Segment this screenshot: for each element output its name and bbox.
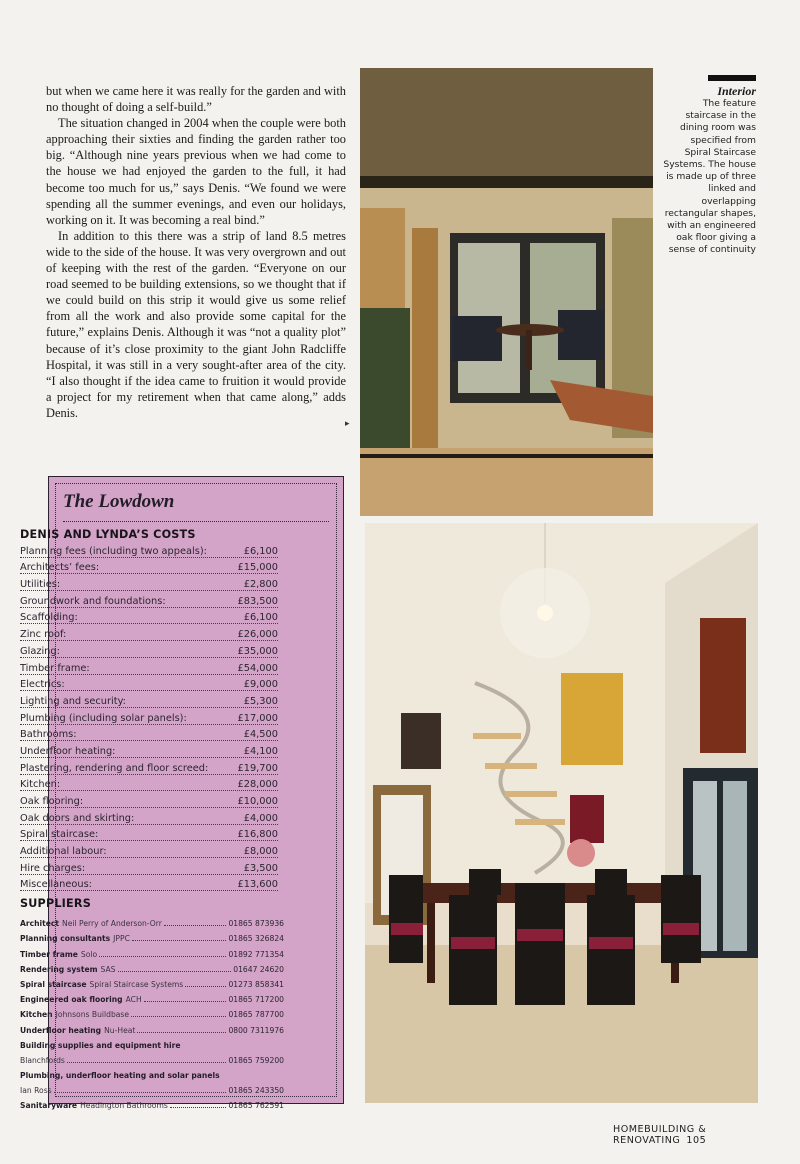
cost-value: £16,800 — [237, 829, 278, 841]
cost-row — [20, 591, 278, 608]
cost-row — [20, 858, 278, 875]
supplier-row — [20, 943, 284, 958]
cost-label: Oak doors and skirting: — [20, 812, 135, 824]
leader-dots — [67, 1061, 227, 1063]
supplier-row — [20, 959, 284, 974]
leader-dots — [144, 1000, 227, 1002]
supplier-role: Sanitaryware — [20, 1101, 78, 1111]
supplier-name: Ian Ross — [20, 1086, 52, 1096]
supplier-row — [20, 1065, 284, 1080]
cost-value: £8,000 — [243, 846, 278, 858]
interior-photo-dining-room — [365, 523, 758, 1103]
cost-row — [20, 541, 278, 558]
cost-label: Oak flooring: — [20, 796, 84, 807]
page-footer — [613, 1124, 800, 1146]
supplier-phone: 01865 787700 — [228, 1010, 284, 1020]
supplier-row — [20, 913, 284, 928]
supplier-phone: 01273 858341 — [228, 979, 284, 989]
article-body — [46, 83, 346, 421]
cost-label: Timber frame: — [20, 662, 90, 674]
supplier-name: Johnsons Buildbase — [55, 1010, 130, 1020]
leader-dots — [164, 924, 227, 926]
supplier-role: Plumbing, underfloor heating and solar panels — [20, 1071, 220, 1081]
cost-value: £3,500 — [243, 862, 278, 874]
supplier-role: Rendering system — [20, 964, 98, 974]
supplier-row — [20, 1080, 284, 1095]
supplier-row — [20, 1019, 284, 1034]
article-paragraph: but when we came here it was really for the garden and with no thought of doing a self-build.” — [46, 84, 346, 115]
cost-row — [20, 641, 278, 658]
cost-label: Lighting and security: — [20, 695, 126, 707]
costs-list — [20, 541, 278, 891]
cost-label: Hire charges: — [20, 862, 86, 874]
supplier-phone: 01865 243350 — [228, 1086, 284, 1096]
cost-row — [20, 708, 278, 725]
suppliers-heading: SUPPLIERS — [20, 897, 91, 910]
cost-row — [20, 574, 278, 591]
magazine-name: HOMEBUILDING & RENOVATING — [613, 1124, 707, 1146]
cost-value: £4,000 — [243, 812, 278, 824]
cost-row — [20, 758, 278, 775]
cost-label: Groundwork and foundations: — [20, 595, 166, 607]
page-number: 105 — [686, 1135, 707, 1146]
caption-text: The feature staircase in the dining room was specified from Spiral Staircase Systems. The house is made up of three linked and overlapping rectangular shapes, with an engineered oak floor giving a sense of continuity — [663, 98, 756, 256]
supplier-name: Nu-Heat — [104, 1025, 136, 1035]
cost-value: £28,000 — [237, 779, 278, 791]
cost-row — [20, 775, 278, 792]
cost-label: Kitchen: — [20, 779, 61, 791]
cost-value: £17,000 — [237, 712, 278, 724]
cost-row — [20, 658, 278, 675]
cost-label: Plastering, rendering and floor screed: — [20, 762, 209, 774]
costs-heading: DENIS AND LYNDA’S COSTS — [20, 528, 196, 541]
cost-value: £19,700 — [237, 762, 278, 774]
cost-row — [20, 791, 278, 808]
supplier-phone: 01892 771354 — [228, 949, 284, 959]
supplier-role: Building supplies and equipment hire — [20, 1040, 181, 1050]
supplier-phone: 01865 717200 — [228, 995, 284, 1005]
leader-dots — [99, 955, 226, 957]
cost-row — [20, 691, 278, 708]
cost-label: Utilities: — [20, 579, 61, 591]
interior-photo-hallway — [360, 68, 653, 516]
supplier-role: Underfloor heating — [20, 1025, 102, 1035]
supplier-phone: 01865 326824 — [228, 934, 284, 944]
cost-label: Bathrooms: — [20, 729, 77, 741]
cost-row — [20, 725, 278, 742]
supplier-phone: 01865 759200 — [228, 1055, 284, 1065]
supplier-role: Engineered oak flooring — [20, 995, 123, 1005]
supplier-name: Solo — [80, 949, 98, 959]
cost-row — [20, 741, 278, 758]
cost-value: £10,000 — [237, 796, 278, 807]
supplier-row — [20, 1035, 284, 1050]
cost-row — [20, 875, 278, 892]
cost-value: £26,000 — [237, 629, 278, 641]
supplier-name: ACH — [125, 995, 142, 1005]
cost-label: Planning fees (including two appeals): — [20, 545, 207, 557]
leader-dots — [54, 1091, 227, 1093]
cost-value: £83,500 — [237, 595, 278, 607]
supplier-phone: 0800 7311976 — [228, 1025, 284, 1035]
dining-room-photo-illustration — [365, 523, 758, 1103]
leader-dots — [185, 985, 226, 987]
supplier-role: Spiral staircase — [20, 979, 87, 989]
supplier-row — [20, 928, 284, 943]
leader-dots — [137, 1031, 226, 1033]
cost-value: £5,300 — [243, 695, 278, 707]
cost-label: Plumbing (including solar panels): — [20, 712, 187, 724]
cost-label: Glazing: — [20, 645, 60, 657]
lowdown-divider — [63, 521, 329, 522]
supplier-name: Neil Perry of Anderson-Orr — [62, 919, 162, 929]
supplier-name: JPPC — [113, 934, 130, 944]
supplier-role: Planning consultants — [20, 934, 111, 944]
cost-value: £6,100 — [243, 545, 278, 557]
cost-row — [20, 841, 278, 858]
supplier-name: Blanchfords — [20, 1055, 65, 1065]
cost-row — [20, 825, 278, 842]
leader-dots — [132, 939, 227, 941]
continue-arrow-icon: ▸ — [345, 419, 350, 429]
leader-dots — [131, 1015, 226, 1017]
supplier-role: Architect — [20, 919, 60, 929]
cost-value: £13,600 — [237, 879, 278, 891]
leader-dots — [170, 1106, 227, 1108]
cost-label: Electrics: — [20, 679, 65, 691]
hallway-photo-illustration — [360, 68, 653, 516]
supplier-phone: 01647 24620 — [233, 964, 284, 974]
supplier-row — [20, 1004, 284, 1019]
cost-value: £15,000 — [237, 562, 278, 574]
cost-row — [20, 608, 278, 625]
cost-row — [20, 558, 278, 575]
cost-value: £9,000 — [243, 679, 278, 691]
cost-row — [20, 624, 278, 641]
caption-heading: Interior — [717, 84, 756, 98]
supplier-row — [20, 989, 284, 1004]
article-paragraph: In addition to this there was a strip of land 8.5 metres wide to the side of the house. It was very overgrown and out of keeping with the rest of the garden. “Everyone on our road seemed to be building extensions, so we thought that if we could build on this strip it would give us some relief from all the work and also provide some capital for the future,” explains Denis. Although it was “not a quality plot” because of it’s close proximity to the giant John Radcliffe Hospital, it was still in a very sought-after area of the city. “I also thought if the idea came to fruition it would provide a project for my retirement when that came along,” adds Denis. — [46, 228, 346, 420]
cost-label: Additional labour: — [20, 846, 107, 858]
cost-label: Spiral staircase: — [20, 829, 99, 841]
cost-value: £35,000 — [237, 645, 278, 657]
supplier-name: Headington Bathrooms — [80, 1101, 168, 1111]
supplier-name: SAS — [100, 964, 116, 974]
supplier-row — [20, 1050, 284, 1065]
supplier-phone: 01865 762591 — [228, 1101, 284, 1111]
supplier-role: Kitchen — [20, 1010, 53, 1020]
cost-label: Miscellaneous: — [20, 879, 92, 891]
article-paragraph: The situation changed in 2004 when the couple were both approaching their sixties and finding the garden rather too big. “Although nine years previous when we had come to the house we had enjoyed the garden to the full, it had become too much for us,” says Denis. “We found we were spending all the summer evenings, and even our holidays, working on it. It was becoming a real bind.” — [46, 116, 346, 227]
cost-label: Zinc roof: — [20, 629, 67, 641]
cost-label: Scaffolding: — [20, 612, 78, 624]
supplier-role: Timber frame — [20, 949, 78, 959]
cost-row — [20, 808, 278, 825]
cost-value: £54,000 — [237, 662, 278, 674]
cost-value: £2,800 — [243, 579, 278, 591]
cost-value: £6,100 — [243, 612, 278, 624]
suppliers-list — [20, 913, 284, 1110]
supplier-name: Spiral Staircase Systems — [89, 979, 184, 989]
cost-row — [20, 675, 278, 692]
supplier-phone: 01865 873936 — [228, 919, 284, 929]
supplier-row — [20, 974, 284, 989]
lowdown-title: The Lowdown — [63, 491, 175, 512]
supplier-row — [20, 1095, 284, 1110]
caption-rule — [708, 75, 756, 81]
cost-value: £4,100 — [243, 745, 278, 757]
cost-value: £4,500 — [243, 729, 278, 741]
photo-caption — [662, 75, 756, 257]
cost-label: Architects’ fees: — [20, 562, 100, 574]
leader-dots — [118, 970, 232, 972]
cost-label: Underfloor heating: — [20, 745, 116, 757]
